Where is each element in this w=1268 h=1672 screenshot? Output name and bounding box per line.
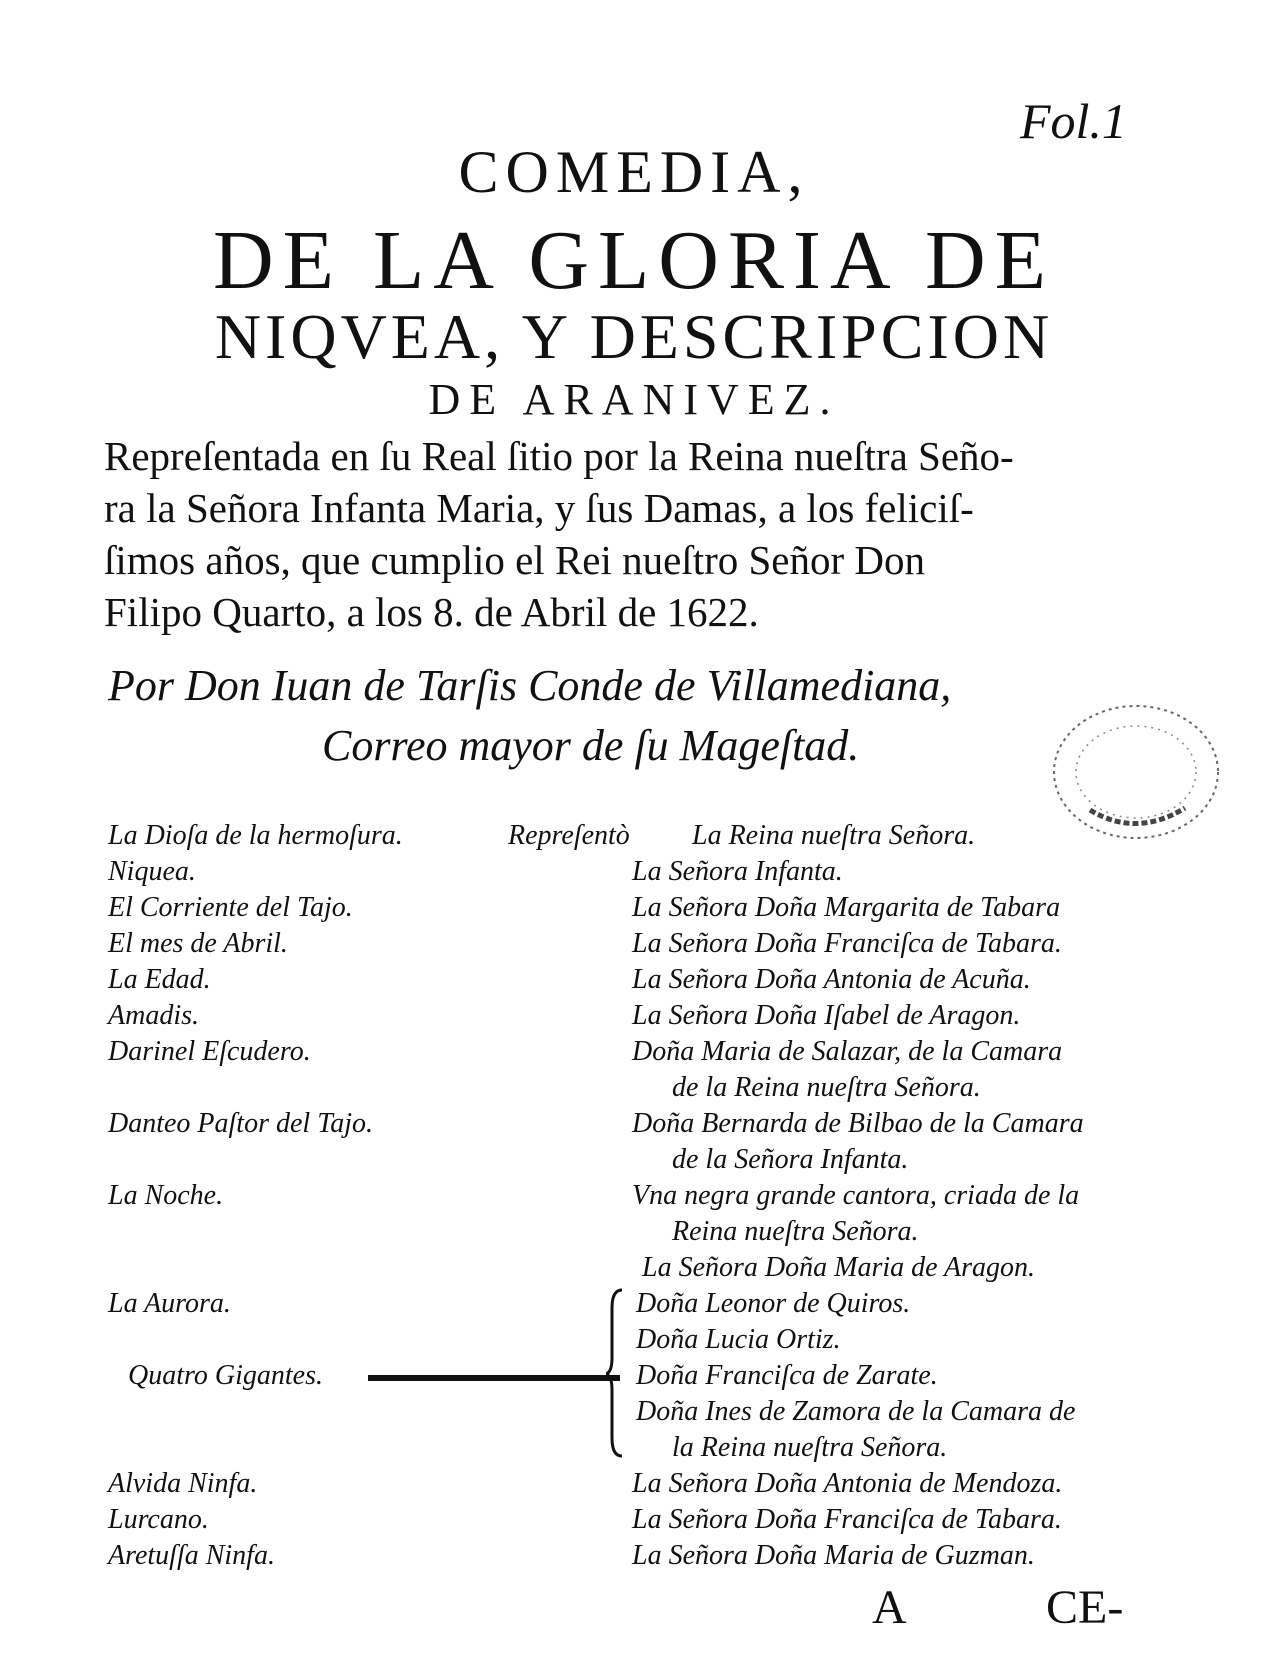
cast-role: El Corriente del Tajo. [108,892,353,923]
cast-actor: Doña Leonor de Quiros. [636,1288,911,1319]
cast-role: Danteo Paſtor del Tajo. [108,1108,373,1139]
signature-mark: A [872,1581,907,1634]
cast-actor: la Reina nueſtra Señora. [672,1432,948,1463]
cast-actor: La Señora Doña Antonia de Mendoza. [632,1468,1063,1499]
byline-author: Por Don Iuan de Tarſis Conde de Villamediana, [108,661,952,710]
cast-actor: Doña Lucia Ortiz. [636,1324,841,1355]
giants-brace [606,1288,626,1458]
cast-actor: La Señora Doña Maria de Guzman. [632,1540,1035,1571]
cast-actor: de la Reina nueſtra Señora. [672,1072,981,1103]
cast-actor: Doña Bernarda de Bilbao de la Camara [632,1108,1084,1139]
cast-actor: La Señora Doña Franciſca de Tabara. [632,928,1062,959]
cast-role: Quatro Gigantes. [128,1360,323,1391]
cast-actor: Reina nueſtra Señora. [672,1216,919,1247]
cast-role: Aretuſſa Ninfa. [108,1540,275,1571]
cast-role: Lurcano. [108,1504,209,1535]
title-line-2: DE LA GLORIA DE [213,214,1055,307]
cast-role: Niquea. [108,856,196,887]
subtitle-line-4: Filipo Quarto, a los 8. de Abril de 1622. [104,589,759,635]
title-line-1: COMEDIA, [458,139,810,205]
cast-actor: La Señora Doña Antonia de Acuña. [632,964,1031,995]
cast-role: Darinel Eſcudero. [108,1036,311,1067]
cast-actor: La Reina nueſtra Señora. [692,820,976,851]
catchword: CE- [1046,1581,1124,1634]
cast-actor: La Señora Doña Iſabel de Aragon. [632,1000,1021,1031]
cast-role: La Noche. [108,1180,224,1211]
cast-role: Amadis. [108,1000,199,1031]
cast-role: La Dioſa de la hermoſura. [108,820,403,851]
cast-actor: Doña Franciſca de Zarate. [636,1360,938,1391]
subtitle-line-3: ſimos años, que cumplio el Rei nueſtro Señor Don [104,537,926,583]
subtitle-line-1: Repreſentada en ſu Real ſitio por la Reina nueſtra Seño- [104,433,1014,479]
folio-number: Fol.1 [1020,93,1127,149]
cast-actor: La Señora Doña Margarita de Tabara [632,892,1061,923]
cast-actor: La Señora Doña Maria de Aragon. [642,1252,1036,1283]
giants-connector-line [368,1375,620,1381]
byline-office: Correo mayor de ſu Mageſtad. [322,721,860,770]
cast-actor: Vna negra grande cantora, criada de la [632,1180,1080,1211]
subtitle-line-2: ra la Señora Infanta Maria, y ſus Damas, a los feliciſ- [104,485,974,531]
cast-actor: Doña Maria de Salazar, de la Camara [632,1036,1063,1067]
cast-actor: de la Señora Infanta. [672,1144,909,1175]
title-line-4: DE ARANIVEZ. [428,375,840,424]
cast-actor: Doña Ines de Zamora de la Camara de [636,1396,1076,1427]
cast-actor: La Señora Infanta. [632,856,843,887]
cast-role: Alvida Ninfa. [108,1468,258,1499]
cast-actor: La Señora Doña Franciſca de Tabara. [632,1504,1062,1535]
library-stamp [1045,700,1227,850]
cast-role: El mes de Abril. [108,928,288,959]
cast-role: La Edad. [108,964,211,995]
represento-label: Repreſentò [508,820,630,851]
cast-role: La Aurora. [108,1288,231,1319]
title-line-3: NIQVEA, Y DESCRIPCION [214,301,1054,372]
